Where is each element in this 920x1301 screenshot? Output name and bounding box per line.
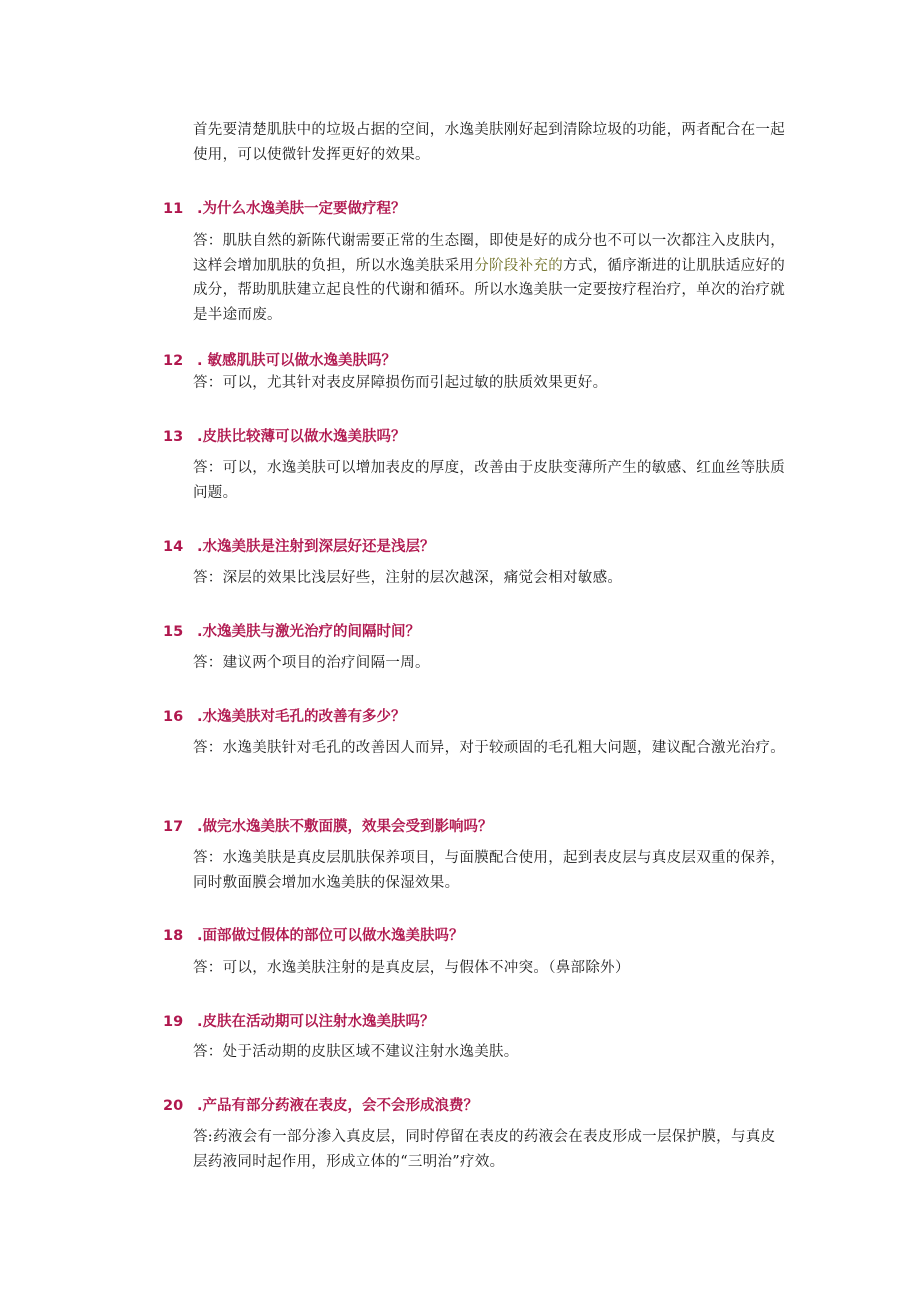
question-15 — [163, 620, 420, 641]
answer-19: 答：处于活动期的皮肤区域不建议注射水逸美肤。 — [193, 1044, 519, 1060]
question-number: 20 — [163, 1098, 184, 1114]
answer-12: 答：可以，尤其针对表皮屏障损伤而引起过敏的肤质效果更好。 — [193, 375, 608, 391]
question-16 — [163, 705, 406, 726]
question-text: .水逸美肤对毛孔的改善有多少？ — [197, 709, 406, 725]
question-number: 14 — [163, 539, 184, 555]
question-text: .做完水逸美肤不敷面膜，效果会受到影响吗？ — [197, 819, 493, 835]
answer-14: 答：深层的效果比浅层好些，注射的层次越深，痛觉会相对敏感。 — [193, 570, 623, 586]
question-text: .产品有部分药液在表皮，会不会形成浪费？ — [197, 1098, 479, 1114]
question-text: .皮肤比较薄可以做水逸美肤吗？ — [197, 429, 406, 445]
question-number: 17 — [163, 819, 184, 835]
question-20 — [163, 1094, 478, 1115]
question-number: 13 — [163, 429, 184, 445]
question-number: 15 — [163, 624, 184, 640]
answer-text: 方式，循序渐进的让肌肤适应好的成分，帮助肌肤建立起良性的代谢和循环。所以水逸美肤一定要按疗程治疗，单次的治疗就是半途而废。 — [193, 257, 786, 323]
question-number: 11 — [163, 201, 184, 217]
answer-highlight: 分阶段补充的 — [474, 257, 564, 274]
question-text: .面部做过假体的部位可以做水逸美肤吗？ — [197, 928, 464, 944]
question-14 — [163, 535, 435, 556]
question-19 — [163, 1010, 435, 1031]
answer-16: 答：水逸美肤针对毛孔的改善因人而异，对于较顽固的毛孔粗大问题，建议配合激光治疗。 — [193, 740, 785, 756]
question-text: .为什么水逸美肤一定要做疗程？ — [197, 201, 406, 217]
question-13 — [163, 425, 406, 446]
question-18 — [163, 924, 464, 945]
question-number: 16 — [163, 709, 184, 725]
intro-paragraph: 首先要清楚肌肤中的垃圾占据的空间，水逸美肤刚好起到清除垃圾的功能，两者配合在一起使用，可以使微针发挥更好的效果。 — [193, 122, 785, 163]
answer-15: 答：建议两个项目的治疗间隔一周。 — [193, 655, 430, 671]
question-text: .水逸美肤是注射到深层好还是浅层？ — [197, 539, 435, 555]
question-text: .水逸美肤与激光治疗的间隔时间？ — [197, 624, 421, 640]
answer-13: 答：可以，水逸美肤可以增加表皮的厚度，改善由于皮肤变薄所产生的敏感、红血丝等肤质问题。 — [193, 460, 785, 501]
question-11 — [163, 197, 406, 218]
answer-11 — [193, 229, 788, 327]
question-text: .皮肤在活动期可以注射水逸美肤吗？ — [197, 1014, 435, 1030]
question-17 — [163, 815, 493, 836]
answer-18: 答：可以，水逸美肤注射的是真皮层，与假体不冲突。（鼻部除外） — [193, 960, 630, 976]
question-number: 12 — [163, 353, 184, 369]
answer-17: 答：水逸美肤是真皮层肌肤保养项目，与面膜配合使用，起到表皮层与真皮层双重的保养，同时敷面膜会增加水逸美肤的保湿效果。 — [193, 850, 785, 891]
question-number: 18 — [163, 928, 184, 944]
answer-text: 答：肌肤自然的新陈代谢需要正常的生态圈，即使是好的成分也不可以一次都注入皮肤内，这样会增加肌肤的负担，所以水逸美肤采用 — [193, 233, 785, 274]
question-number: 19 — [163, 1014, 184, 1030]
question-12 — [163, 349, 396, 370]
question-text: . 敏感肌肤可以做水逸美肤吗？ — [197, 353, 397, 369]
answer-20: 答:药液会有一部分渗入真皮层，同时停留在表皮的药液会在表皮形成一层保护膜，与真皮层药液同时起作用，形成立体的“三明治”疗效。 — [193, 1129, 776, 1170]
